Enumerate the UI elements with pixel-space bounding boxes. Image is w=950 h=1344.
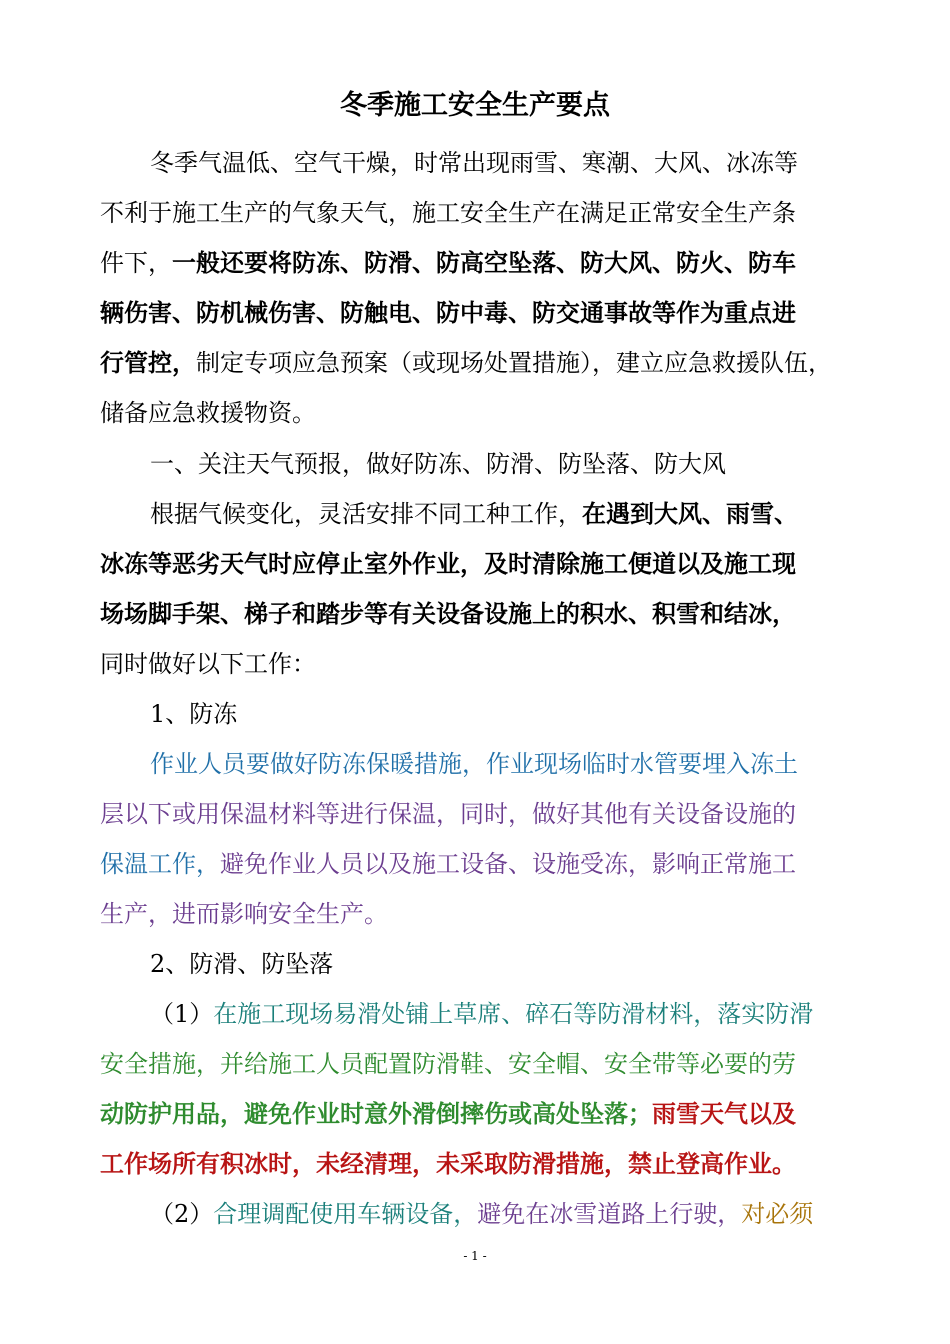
item-2-sub-1-number: （1）	[150, 1000, 214, 1028]
intro-line-3	[100, 245, 860, 281]
intro-line-3-bold: 一般还要将防冻、防滑、防高空坠落、防大风、防火、防车	[172, 249, 796, 277]
item-1-line-3-purple: 避免作业人员以及施工设备、设施受冻，影响正常施工	[220, 850, 796, 878]
item-2-sub-1-line-1-text: 在施工现场易滑处铺上草席、碎石等防滑材料，落实防滑	[213, 1000, 814, 1028]
item-1-line-2: 层以下或用保温材料等进行保温，同时，做好其他有关设备设施的	[100, 800, 796, 828]
item-1-line-3-blue: 保温工作，	[100, 850, 220, 878]
intro-line-3-plain: 件下，	[100, 249, 172, 277]
item-2-sub-1-line-3-green: 动防护用品，避免作业时意外滑倒摔伤或高处坠落；	[100, 1100, 652, 1128]
item-2-sub-1-line-3-red: 雨雪天气以及	[652, 1100, 796, 1128]
section-1-line-3: 场场脚手架、梯子和踏步等有关设备设施上的积水、积雪和结冰，	[100, 600, 796, 628]
item-2-sub-2-text-gold: 对必须	[741, 1200, 814, 1228]
item-2-sub-1-line-3	[100, 1096, 860, 1132]
intro-line-5	[100, 345, 860, 381]
intro-line-2: 不利于施工生产的气象天气，施工安全生产在满足正常安全生产条	[100, 199, 796, 227]
item-1-line-1: 作业人员要做好防冻保暖措施，作业现场临时水管要埋入冻土	[150, 750, 798, 778]
section-1-line-1-plain: 根据气候变化，灵活安排不同工种工作，	[150, 500, 582, 528]
section-1-line-4: 同时做好以下工作：	[100, 650, 316, 678]
section-1-heading: 一、关注天气预报，做好防冻、防滑、防坠落、防大风	[150, 450, 726, 478]
item-2-sub-1-line-4: 工作场所有积冰时，未经清理，未采取防滑措施，禁止登高作业。	[100, 1150, 796, 1178]
intro-line-6: 储备应急救援物资。	[100, 399, 316, 427]
item-1-line-3	[100, 846, 860, 882]
item-2-sub-1-line-2: 安全措施，并给施工人员配置防滑鞋、安全帽、安全带等必要的劳	[100, 1050, 796, 1078]
intro-line-4: 辆伤害、防机械伤害、防触电、防中毒、防交通事故等作为重点进	[100, 299, 796, 327]
document-title: 冬季施工安全生产要点	[340, 90, 610, 121]
intro-line-5-plain: 制定专项应急预案（或现场处置措施），建立应急救援队伍，	[196, 349, 832, 377]
intro-line-1: 冬季气温低、空气干燥，时常出现雨雪、寒潮、大风、冰冻等	[150, 149, 798, 177]
item-2-sub-2-line-1	[150, 1196, 860, 1232]
item-2-sub-2-number: （2）	[150, 1200, 214, 1228]
item-2-sub-2-text-purple: 避免在冰雪道路上行驶，	[477, 1200, 742, 1228]
item-2-sub-2-text-teal: 合理调配使用车辆设备，	[213, 1200, 478, 1228]
section-1-line-2: 冰冻等恶劣天气时应停止室外作业，及时清除施工便道以及施工现	[100, 550, 796, 578]
item-2-heading: 2、防滑、防坠落	[150, 950, 334, 978]
section-1-line-1-bold: 在遇到大风、雨雪、	[582, 500, 798, 528]
item-2-sub-1-line-1	[150, 996, 860, 1032]
item-1-line-4: 生产，进而影响安全生产。	[100, 900, 388, 928]
intro-line-5-bold: 行管控，	[100, 349, 196, 377]
page-number: - 1 -	[463, 1249, 487, 1263]
item-1-heading: 1、防冻	[150, 700, 238, 728]
section-1-line-1	[150, 496, 860, 532]
